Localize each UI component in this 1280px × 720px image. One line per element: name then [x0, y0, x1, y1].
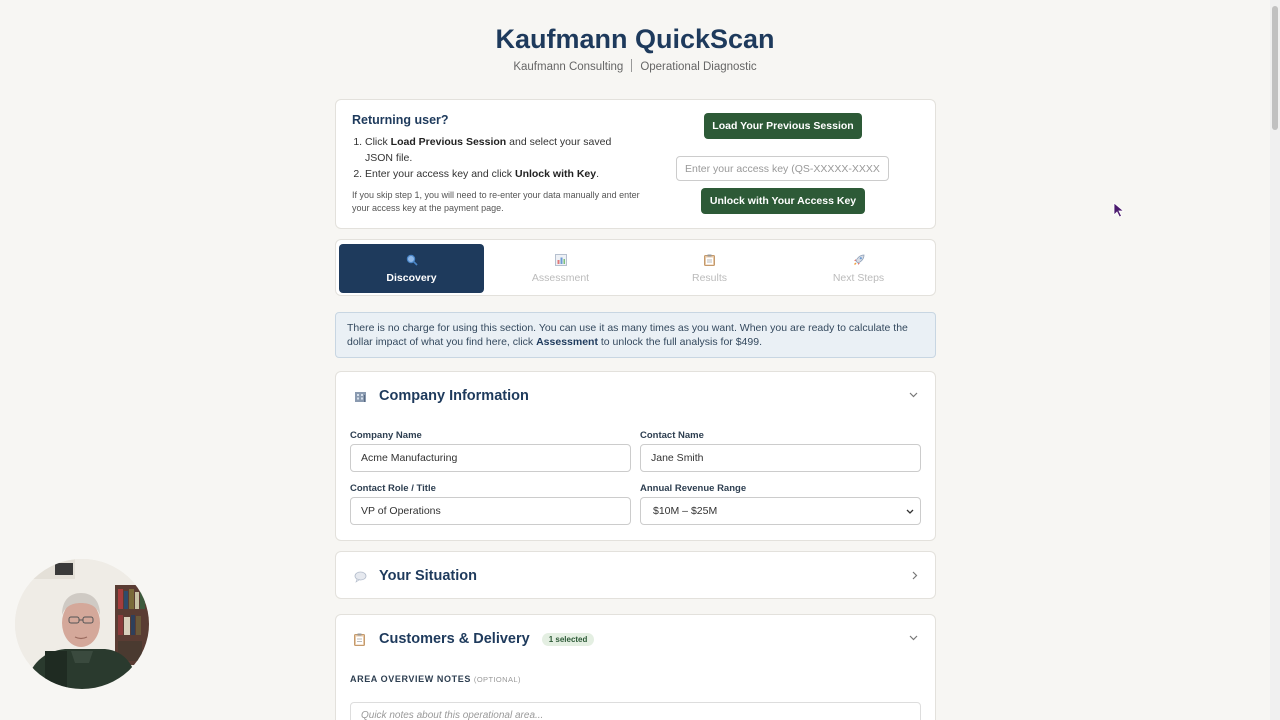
annual-revenue-select[interactable]	[640, 497, 921, 525]
app-subtitle	[0, 59, 1270, 73]
mouse-cursor-icon	[1113, 202, 1125, 218]
scrollbar-thumb[interactable]	[1272, 6, 1278, 130]
company-information-section	[335, 371, 936, 541]
pricing-info-banner: There is no charge for using this section. You can use it as many times as you want. When you are ready to calculate the dollar impact of what you find here, click Assessment to unlock the full analysis for $499.	[335, 312, 936, 358]
company-name-label: Company Name	[350, 430, 422, 441]
returning-user-card	[335, 99, 936, 229]
customers-delivery-header[interactable]	[354, 629, 594, 649]
step-1: 1. Click Load Previous Session and select your saved JSON file.	[365, 134, 632, 166]
speech-bubble-icon	[354, 570, 367, 583]
tab-discovery[interactable]	[339, 244, 484, 293]
company-label: Kaufmann Consulting	[513, 61, 624, 73]
company-name-field[interactable]: Acme Manufacturing	[350, 444, 631, 472]
tab-label: Next Steps	[832, 272, 885, 284]
tab-assessment[interactable]	[488, 244, 633, 293]
rocket-icon	[786, 254, 931, 269]
product-label: Operational Diagnostic	[640, 61, 757, 73]
unlock-with-key-button[interactable]: Unlock with Your Access Key	[701, 188, 865, 214]
selected-count-badge: 1 selected	[542, 633, 595, 646]
clipboard-icon	[354, 633, 367, 646]
page-scrollbar[interactable]	[1270, 0, 1280, 720]
step-2: 2. Enter your access key and click Unlock with Key.	[365, 166, 632, 182]
revenue-selected-value: $10M – $25M	[653, 505, 718, 517]
tab-label: Assessment	[531, 272, 590, 284]
clipboard-icon	[637, 254, 782, 269]
section-title: Company Information	[379, 388, 529, 404]
returning-user-title: Returning user?	[352, 113, 449, 127]
bar-chart-icon	[488, 254, 633, 269]
your-situation-header[interactable]	[354, 566, 477, 586]
subtitle-divider	[631, 59, 632, 72]
chevron-down-icon	[906, 506, 914, 516]
chevron-down-icon[interactable]	[909, 390, 918, 401]
chevron-down-icon[interactable]	[909, 633, 918, 644]
tab-next-steps[interactable]	[786, 244, 931, 293]
returning-user-steps	[352, 134, 632, 182]
webcam-overlay	[15, 559, 149, 689]
tab-bar	[335, 239, 936, 296]
section-title: Your Situation	[379, 568, 478, 584]
access-key-input[interactable]	[676, 156, 889, 181]
contact-role-field[interactable]: VP of Operations	[350, 497, 631, 525]
contact-name-field[interactable]: Jane Smith	[640, 444, 921, 472]
app-title: Kaufmann QuickScan	[495, 24, 775, 54]
tab-label: Discovery	[386, 272, 437, 284]
magnifier-icon	[339, 254, 484, 269]
tab-label: Results	[691, 272, 727, 284]
annual-revenue-label: Annual Revenue Range	[640, 483, 747, 494]
your-situation-section	[335, 551, 936, 599]
returning-user-note: If you skip step 1, you will need to re-enter your data manually and enter your access key at the payment page.	[352, 190, 640, 213]
tab-results[interactable]	[637, 244, 782, 293]
company-information-header[interactable]	[354, 386, 529, 406]
customers-delivery-section	[335, 614, 936, 720]
chevron-right-icon[interactable]	[912, 571, 918, 583]
contact-role-label: Contact Role / Title	[350, 483, 436, 494]
section-title: Customers & Delivery	[379, 631, 530, 647]
area-overview-notes-label: AREA OVERVIEW NOTES (OPTIONAL)	[350, 674, 521, 684]
load-previous-session-button[interactable]: Load Your Previous Session	[704, 113, 862, 139]
contact-name-label: Contact Name	[640, 430, 704, 441]
area-overview-notes-input[interactable]: Quick notes about this operational area...	[350, 702, 921, 720]
building-icon	[354, 390, 367, 403]
